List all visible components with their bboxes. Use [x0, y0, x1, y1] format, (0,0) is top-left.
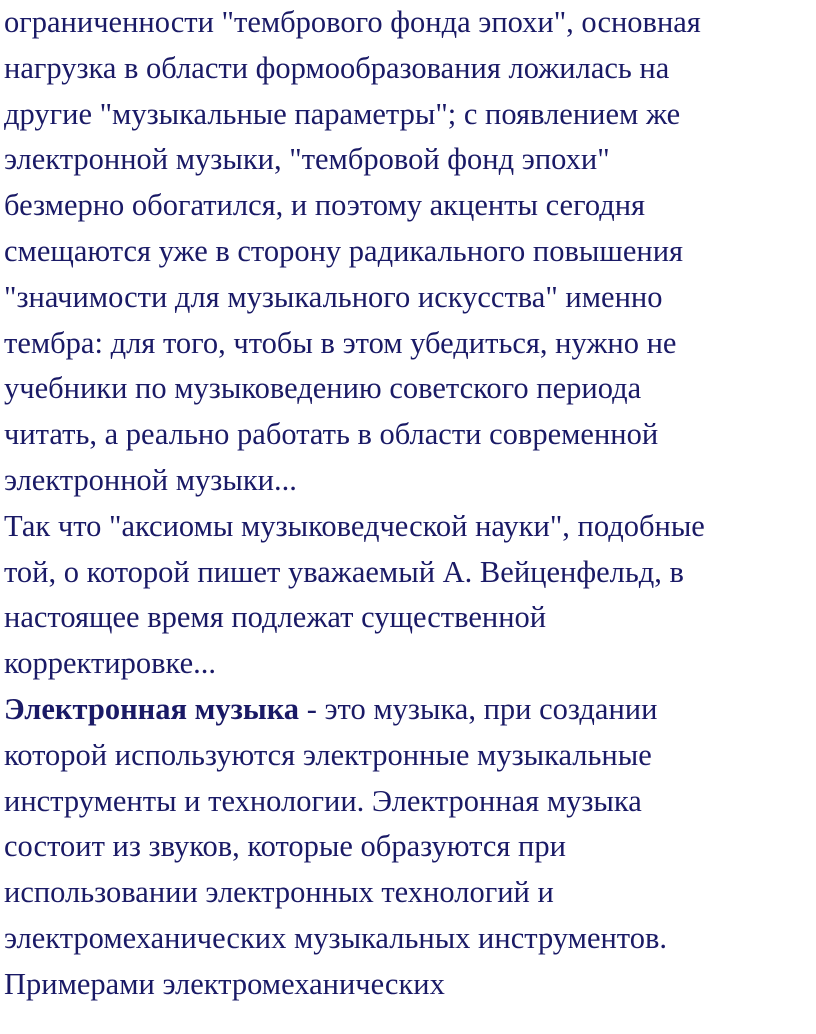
text-line: корректировке...: [4, 646, 216, 681]
text-line: электронной музыки...: [4, 462, 297, 497]
text-line: другие "музыкальные параметры"; с появлением же: [4, 96, 681, 131]
document-page: [4, 0, 812, 1008]
text-line: нагрузка в области формообразования ложилась на: [4, 50, 670, 85]
text-line: читать, а реально работать в области современной: [4, 417, 659, 452]
text-line: ограниченности "тембрового фонда эпохи", основная: [4, 5, 701, 39]
definition-first-line: [4, 687, 812, 733]
text-line: настоящее время подлежат существенной: [4, 600, 547, 635]
text-line: тембра: для того, чтобы в этом убедиться, нужно не: [4, 325, 677, 360]
text-line: состоит из звуков, которые образуются при: [4, 829, 566, 864]
text-line: которой используются электронные музыкальные: [4, 737, 652, 772]
text-line: смещаются уже в сторону радикального повышения: [4, 233, 684, 268]
text-line: Так что "аксиомы музыковедческой науки", подобные: [4, 508, 705, 543]
text-line: "значимости для музыкального искусства" именно: [4, 279, 663, 314]
defined-term: Электронная музыка: [4, 691, 300, 726]
text-line: учебники по музыковедению советского периода: [4, 371, 642, 406]
text-line: электронной музыки, "тембровой фонд эпохи": [4, 142, 610, 177]
text-line: той, о которой пишет уважаемый А. Вейценфельд, в: [4, 554, 684, 589]
paragraph-definition: [4, 687, 812, 1008]
text-line: электромеханических музыкальных инструментов.: [4, 920, 668, 955]
paragraph-timbre-fund: [4, 0, 812, 504]
text-line: безмерно обогатился, и поэтому акценты сегодня: [4, 188, 646, 223]
text-line: Примерами электромеханических: [4, 966, 445, 1001]
definition-text: - это музыка, при создании: [299, 691, 658, 726]
text-line: инструменты и технологии. Электронная музыка: [4, 783, 642, 818]
text-line: использовании электронных технологий и: [4, 875, 554, 910]
paragraph-axioms: [4, 504, 812, 687]
